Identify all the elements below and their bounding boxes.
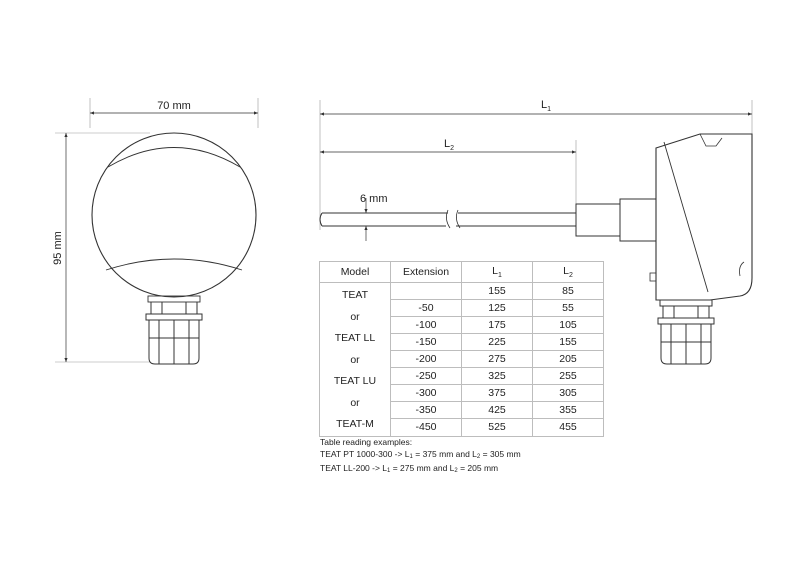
l2-cell: 205 [533, 351, 604, 368]
front-view [55, 98, 258, 364]
housing-circle [92, 133, 256, 297]
l2-label: $L_2$ [444, 138, 455, 152]
l2-cell: 55 [533, 300, 604, 317]
l2-cell: 105 [533, 317, 604, 334]
extension-cell: -100 [391, 317, 462, 334]
l1-cell: 155 [462, 283, 533, 300]
l2-cell: 455 [533, 419, 604, 436]
model-cell [320, 283, 391, 437]
l1-cell: 425 [462, 402, 533, 419]
extension-cell: -350 [391, 402, 462, 419]
l1-label: $L_1$ [541, 99, 552, 113]
diameter-label: 6 mm [360, 193, 388, 205]
header-l1: $L_1$ [462, 262, 533, 283]
extension-cell [391, 283, 462, 300]
table-header-row [320, 262, 604, 283]
l1-cell: 225 [462, 334, 533, 351]
extension-cell: -200 [391, 351, 462, 368]
model-name: TEAT-M [336, 418, 374, 430]
l1-cell: 275 [462, 351, 533, 368]
extension-cell: -450 [391, 419, 462, 436]
height-label: 95 mm [52, 231, 64, 265]
extension-cell: -150 [391, 334, 462, 351]
reading-examples [320, 437, 521, 478]
extension-cell: -50 [391, 300, 462, 317]
l2-cell: 155 [533, 334, 604, 351]
l2-cell: 255 [533, 368, 604, 385]
l2-cell: 305 [533, 385, 604, 402]
extension-cell: -300 [391, 385, 462, 402]
examples-title: Table reading examples: [320, 437, 413, 447]
l1-cell: 175 [462, 317, 533, 334]
l2-cell: 355 [533, 402, 604, 419]
l1-cell: 525 [462, 419, 533, 436]
header-extension: Extension [391, 262, 462, 283]
width-label: 70 mm [157, 100, 191, 112]
model-name: TEAT [341, 289, 369, 301]
model-name: TEAT LU [333, 375, 377, 387]
model-or: or [350, 396, 360, 409]
l2-cell: 85 [533, 283, 604, 300]
header-model: Model [320, 262, 391, 283]
extension-cell: -250 [391, 368, 462, 385]
model-or: or [350, 310, 360, 323]
dimensions-table [319, 261, 604, 437]
model-name: TEAT LL [334, 332, 376, 344]
header-l2: $L_2$ [533, 262, 604, 283]
table-row [320, 283, 604, 300]
example-line: TEAT PT $1000-300 -> L_1 = 375$ mm and $L_2 = 305$ mm [320, 448, 521, 460]
l1-cell: 125 [462, 300, 533, 317]
example-line: TEAT $LL-200 -> L_1 = 275$ mm and $L_2 = 205$ mm [320, 463, 499, 474]
l1-cell: 325 [462, 368, 533, 385]
model-or: or [350, 353, 360, 366]
l1-cell: 375 [462, 385, 533, 402]
